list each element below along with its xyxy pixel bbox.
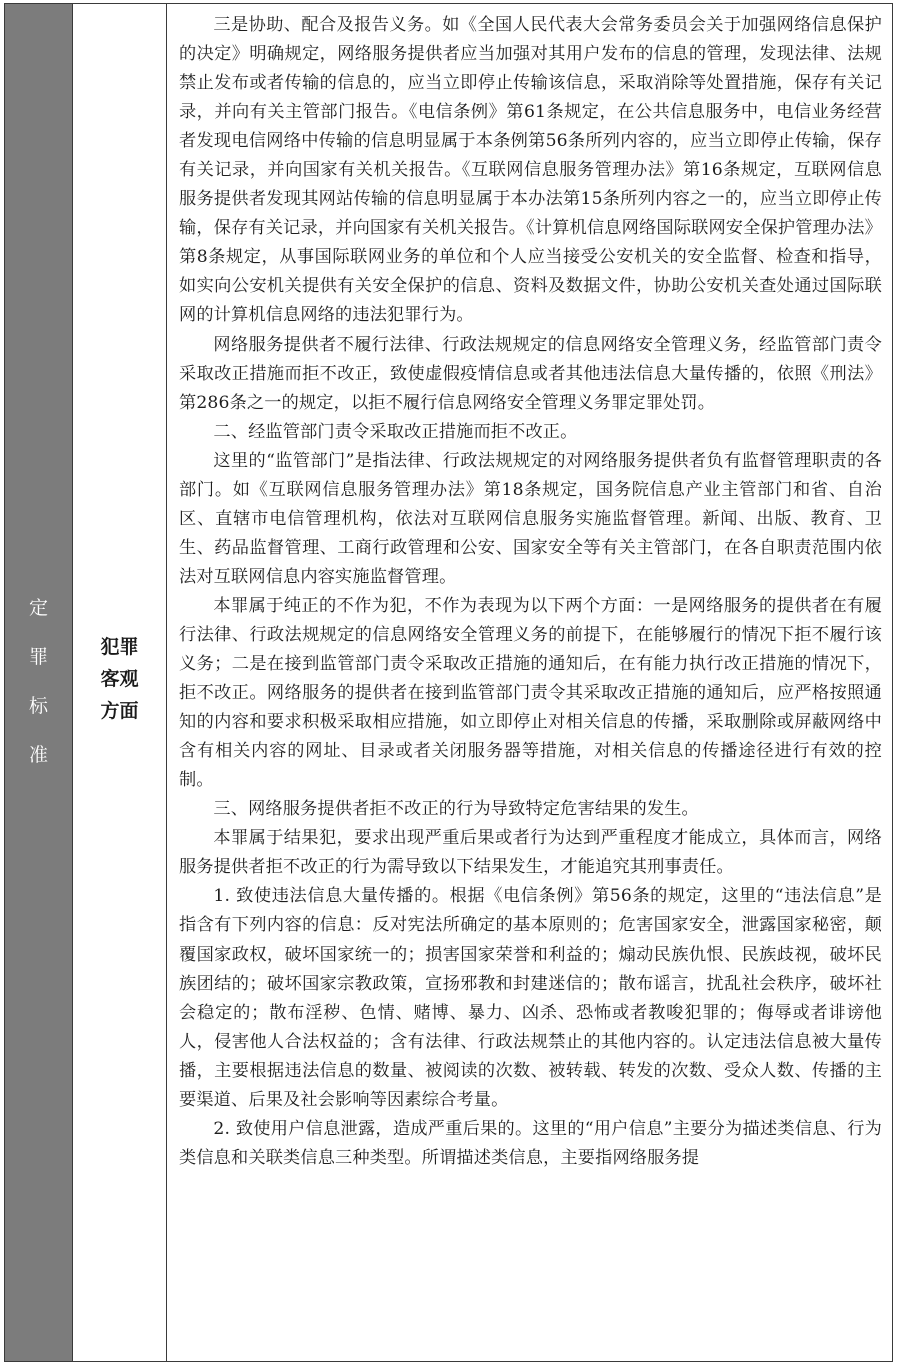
subsection-label-line: 客观: [100, 667, 139, 690]
content-table: [4, 3, 893, 1362]
body-paragraph: 本罪属于纯正的不作为犯，不作为表现为以下两个方面：一是网络服务的提供者在有履行法律、行政法规规定的信息网络安全管理义务的前提下，在能够履行的情况下拒不履行该义务；二是在接到监管部门责令采取改正措施的通知后，在有能力执行改正措施的情况下，拒不改正。网络服务的提供者在接到监管部门责令其采取改正措施的通知后，应严格按照通知的内容和要求积极采取相应措施，如立即停止对相关信息的传播，采取删除或屏蔽网络中含有相关内容的网址、目录或者关闭服务器等措施，对相关信息的传播途径进行有效的控制。: [179, 595, 882, 791]
body-paragraph: 1. 致使违法信息大量传播的。根据《电信条例》第56条的规定，这里的“违法信息”是指含有下列内容的信息：反对宪法所确定的基本原则的；危害国家安全，泄露国家秘密，颠覆国家政权，破坏国家统一的；损害国家荣誉和利益的；煽动民族仇恨、民族歧视，破坏民族团结的；破坏国家宗教政策，宣扬邪教和封建迷信的；散布谣言，扰乱社会秩序，破坏社会稳定的；散布淫秽、色情、赌博、暴力、凶杀、恐怖或者教唆犯罪的；侮辱或者诽谤他人，侵害他人合法权益的；含有法律、行政法规禁止的其他内容的。认定违法信息被大量传播，主要根据违法信息的数量、被阅读的次数、被转载、转发的次数、受众人数、传播的主要渠道、后果及社会影响等因素综合考量。: [179, 886, 882, 1110]
section-label: [29, 593, 48, 767]
section-label-char: 标: [28, 694, 48, 717]
section-label-char: 罪: [28, 645, 48, 668]
body-paragraph: 本罪属于结果犯，要求出现严重后果或者行为达到严重程度才能成立，具体而言，网络服务提供者拒不改正的行为需导致以下结果发生，才能追究其刑事责任。: [179, 828, 882, 878]
subsection-label-line: 方面: [100, 699, 139, 722]
body-paragraph: 网络服务提供者不履行法律、行政法规规定的信息网络安全管理义务，经监管部门责令采取改正措施而拒不改正，致使虚假疫情信息或者其他违法信息大量传播的，依照《刑法》第286条之一的规定，以拒不履行信息网络安全管理义务罪定罪处罚。: [179, 334, 882, 413]
subsection-label-cell: [73, 4, 167, 1361]
body-paragraph: 这里的“监管部门”是指法律、行政法规规定的对网络服务提供者负有监督管理职责的各部门。如《互联网信息服务管理办法》第18条规定，国务院信息产业主管部门和省、自治区、直辖市电信管理机构，依法对互联网信息服务实施监督管理。新闻、出版、教育、卫生、药品监督管理、工商行政管理和公安、国家安全等有关主管部门，在各自职责范围内依法对互联网信息内容实施监督管理。: [179, 450, 882, 587]
section-label-cell: [5, 4, 73, 1361]
body-paragraph: 三、网络服务提供者拒不改正的行为导致特定危害结果的发生。: [213, 799, 699, 820]
body-paragraph: 2. 致使用户信息泄露，造成严重后果的。这里的“用户信息”主要分为描述类信息、行为类信息和关联类信息三种类型。所谓描述类信息，主要指网络服务提: [179, 1118, 882, 1168]
body-text-cell: [167, 4, 892, 1361]
section-label-char: 准: [28, 743, 48, 766]
subsection-label-line: 犯罪: [100, 635, 139, 658]
section-label-char: 定: [28, 596, 48, 619]
subsection-label: [100, 631, 138, 727]
body-paragraph: 二、经监管部门责令采取改正措施而拒不改正。: [213, 421, 578, 442]
body-paragraph: 三是协助、配合及报告义务。如《全国人民代表大会常务委员会关于加强网络信息保护的决定》明确规定，网络服务提供者应当加强对其用户发布的信息的管理，发现法律、法规禁止发布或者传输的信息的，应当立即停止传输该信息，采取消除等处置措施，保存有关记录，并向有关主管部门报告。《电信条例》第61条规定，在公共信息服务中，电信业务经营者发现电信网络中传输的信息明显属于本条例第56条所列内容的，应当立即停止传输，保存有关记录，并向国家有关机关报告。《互联网信息服务管理办法》第16条规定，互联网信息服务提供者发现其网站传输的信息明显属于本办法第15条所列内容之一的，应当立即停止传输，保存有关记录，并向国家有关机关报告。《计算机信息网络国际联网安全保护管理办法》第8条规定，从事国际联网业务的单位和个人应当接受公安机关的安全监督、检查和指导，如实向公安机关提供有关安全保护的信息、资料及数据文件，协助公安机关查处通过国际联网的计算机信息网络的违法犯罪行为。: [179, 15, 882, 326]
